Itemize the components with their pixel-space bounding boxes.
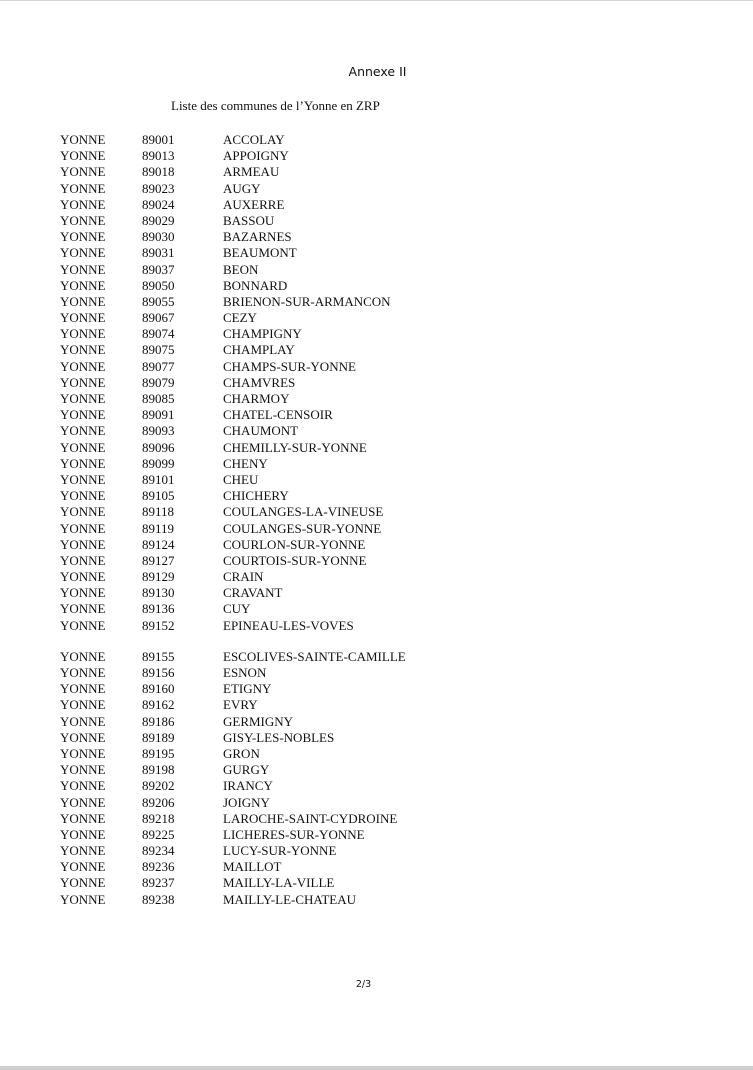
department-cell: YONNE (60, 180, 106, 196)
department-cell: YONNE (60, 326, 106, 342)
department-cell: YONNE (60, 585, 106, 601)
department-cell: YONNE (60, 697, 106, 713)
commune-name-cell: EVRY (223, 697, 258, 713)
insee-code-cell: 89129 (142, 569, 175, 585)
insee-code-cell: 89195 (142, 745, 175, 761)
commune-name-cell: GURGY (223, 762, 270, 778)
commune-name-cell: CUY (223, 601, 251, 617)
commune-name-cell: AUGY (223, 180, 261, 196)
department-cell: YONNE (60, 601, 106, 617)
department-cell: YONNE (60, 875, 106, 891)
commune-name-cell: ACCOLAY (223, 132, 285, 147)
insee-code-cell: 89055 (142, 293, 175, 309)
commune-name-cell: CHEMILLY-SUR-YONNE (223, 439, 367, 455)
insee-code-cell: 89127 (142, 552, 175, 568)
document-subtitle: Liste des communes de l’Yonne en ZRP (171, 98, 380, 113)
department-cell: YONNE (60, 196, 106, 212)
commune-name-cell: CHAMPLAY (223, 342, 295, 358)
insee-code-cell: 89119 (142, 520, 175, 536)
department-cell: YONNE (60, 488, 106, 504)
department-cell: YONNE (60, 665, 106, 680)
insee-code-cell: 89079 (142, 374, 175, 390)
insee-code-cell: 89101 (142, 471, 175, 487)
department-cell: YONNE (60, 778, 106, 794)
department-cell: YONNE (60, 212, 106, 228)
commune-name-cell: GISY-LES-NOBLES (223, 729, 335, 745)
insee-code-cell: 89160 (142, 681, 175, 697)
page-top-edge (0, 0, 753, 1)
commune-name-cell: LAROCHE-SAINT-CYDROINE (223, 810, 398, 826)
department-cell: YONNE (60, 729, 106, 745)
department-cell: YONNE (60, 520, 106, 536)
insee-code-cell: 89189 (142, 729, 175, 745)
commune-name-cell: CHARMOY (223, 391, 290, 406)
department-cell: YONNE (60, 342, 106, 358)
insee-code-cell: 89001 (142, 132, 175, 147)
department-cell: YONNE (60, 552, 106, 568)
department-cell: YONNE (60, 310, 106, 326)
insee-code-cell: 89067 (142, 310, 175, 326)
commune-name-cell: COURTOIS-SUR-YONNE (223, 552, 367, 568)
insee-code-cell: 89198 (142, 762, 175, 778)
insee-code-cell: 89136 (142, 601, 175, 617)
insee-code-cell: 89091 (142, 407, 175, 423)
insee-code-cell: 89074 (142, 326, 175, 342)
department-cell: YONNE (60, 164, 106, 180)
insee-code-cell: 89130 (142, 585, 175, 601)
insee-code-cell: 89236 (142, 859, 175, 875)
commune-name-cell: CHEU (223, 471, 259, 487)
insee-code-cell: 89085 (142, 391, 175, 406)
department-cell: YONNE (60, 681, 106, 697)
insee-code-cell: 89124 (142, 536, 175, 552)
commune-name-cell: COURLON-SUR-YONNE (223, 536, 366, 552)
department-cell: YONNE (60, 762, 106, 778)
commune-name-cell: LICHERES-SUR-YONNE (223, 826, 365, 842)
commune-name-cell: CRAVANT (223, 585, 283, 601)
department-cell: YONNE (60, 891, 106, 907)
commune-name-cell: CEZY (223, 310, 257, 326)
page-bottom-edge (0, 1066, 753, 1070)
insee-code-cell: 89093 (142, 423, 175, 439)
commune-name-cell: AUXERRE (223, 196, 285, 212)
department-cell: YONNE (60, 859, 106, 875)
commune-name-cell: APPOIGNY (223, 148, 289, 164)
department-cell: YONNE (60, 391, 106, 406)
commune-name-cell: CHAMPS-SUR-YONNE (223, 358, 356, 374)
commune-name-cell: BEAUMONT (223, 245, 297, 261)
insee-code-cell: 89077 (142, 358, 175, 374)
insee-code-cell: 89024 (142, 196, 175, 212)
insee-code-cell: 89118 (142, 504, 175, 520)
commune-name-cell: GRON (223, 745, 260, 761)
department-cell: YONNE (60, 293, 106, 309)
commune-name-cell: BONNARD (223, 277, 288, 293)
commune-name-cell: CHAMPIGNY (223, 326, 302, 342)
commune-name-cell: ESCOLIVES-SAINTE-CAMILLE (223, 648, 406, 664)
insee-code-cell: 89031 (142, 245, 175, 261)
insee-code-cell: 89237 (142, 875, 175, 891)
insee-code-cell: 89099 (142, 455, 175, 471)
insee-code-cell: 89202 (142, 778, 175, 794)
department-cell: YONNE (60, 617, 106, 633)
department-cell: YONNE (60, 132, 106, 147)
commune-name-cell: MAILLOT (223, 859, 282, 875)
commune-name-cell: GERMIGNY (223, 713, 294, 729)
commune-name-cell: CHATEL-CENSOIR (223, 407, 333, 423)
department-cell: YONNE (60, 826, 106, 842)
insee-code-cell: 89156 (142, 665, 175, 680)
department-cell: YONNE (60, 794, 106, 810)
commune-name-cell: CHAUMONT (223, 423, 299, 439)
commune-name-cell: CRAIN (223, 569, 264, 585)
insee-code-cell: 89037 (142, 261, 175, 277)
insee-code-cell: 89206 (142, 794, 175, 810)
commune-name-cell: IRANCY (223, 778, 273, 794)
insee-code-cell: 89030 (142, 229, 175, 245)
department-cell: YONNE (60, 745, 106, 761)
department-cell: YONNE (60, 504, 106, 520)
insee-code-cell: 89186 (142, 713, 175, 729)
commune-name-cell: ETIGNY (223, 681, 272, 697)
department-cell: YONNE (60, 455, 106, 471)
insee-code-cell: 89075 (142, 342, 175, 358)
commune-name-cell: CHENY (223, 455, 268, 471)
department-cell: YONNE (60, 569, 106, 585)
department-cell: YONNE (60, 648, 106, 664)
insee-code-cell: 89013 (142, 148, 175, 164)
commune-name-cell: LUCY-SUR-YONNE (223, 843, 337, 859)
department-cell: YONNE (60, 245, 106, 261)
department-cell: YONNE (60, 374, 106, 390)
department-cell: YONNE (60, 423, 106, 439)
commune-name-cell: BASSOU (223, 212, 275, 228)
insee-code-cell: 89018 (142, 164, 175, 180)
insee-code-cell: 89162 (142, 697, 175, 713)
insee-code-cell: 89023 (142, 180, 175, 196)
department-cell: YONNE (60, 713, 106, 729)
insee-code-cell: 89218 (142, 810, 175, 826)
department-cell: YONNE (60, 536, 106, 552)
annexe-title: Annexe II (348, 64, 407, 79)
commune-name-cell: CHAMVRES (223, 374, 296, 390)
department-cell: YONNE (60, 229, 106, 245)
insee-code-cell: 89225 (142, 826, 175, 842)
insee-code-cell: 89155 (142, 648, 175, 664)
insee-code-cell: 89152 (142, 617, 175, 633)
department-cell: YONNE (60, 407, 106, 423)
commune-name-cell: MAILLY-LE-CHATEAU (223, 891, 357, 907)
insee-code-cell: 89234 (142, 843, 175, 859)
commune-name-cell: CHICHERY (223, 488, 289, 504)
department-cell: YONNE (60, 843, 106, 859)
commune-name-cell: ESNON (223, 665, 267, 680)
insee-code-cell: 89050 (142, 277, 175, 293)
insee-code-cell: 89096 (142, 439, 175, 455)
insee-code-cell: 89029 (142, 212, 175, 228)
department-cell: YONNE (60, 358, 106, 374)
department-cell: YONNE (60, 148, 106, 164)
commune-name-cell: ARMEAU (223, 164, 280, 180)
insee-code-cell: 89105 (142, 488, 175, 504)
commune-name-cell: EPINEAU-LES-VOVES (223, 617, 354, 633)
department-cell: YONNE (60, 810, 106, 826)
commune-name-cell: BAZARNES (223, 229, 292, 245)
commune-name-cell: COULANGES-SUR-YONNE (223, 520, 382, 536)
department-cell: YONNE (60, 277, 106, 293)
commune-name-cell: JOIGNY (223, 794, 270, 810)
department-cell: YONNE (60, 261, 106, 277)
page-number: 2/3 (355, 979, 372, 990)
commune-name-cell: BRIENON-SUR-ARMANCON (223, 293, 391, 309)
commune-name-cell: MAILLY-LA-VILLE (223, 875, 335, 891)
commune-name-cell: BEON (223, 261, 259, 277)
department-cell: YONNE (60, 471, 106, 487)
insee-code-cell: 89238 (142, 891, 175, 907)
commune-name-cell: COULANGES-LA-VINEUSE (223, 504, 384, 520)
department-cell: YONNE (60, 439, 106, 455)
